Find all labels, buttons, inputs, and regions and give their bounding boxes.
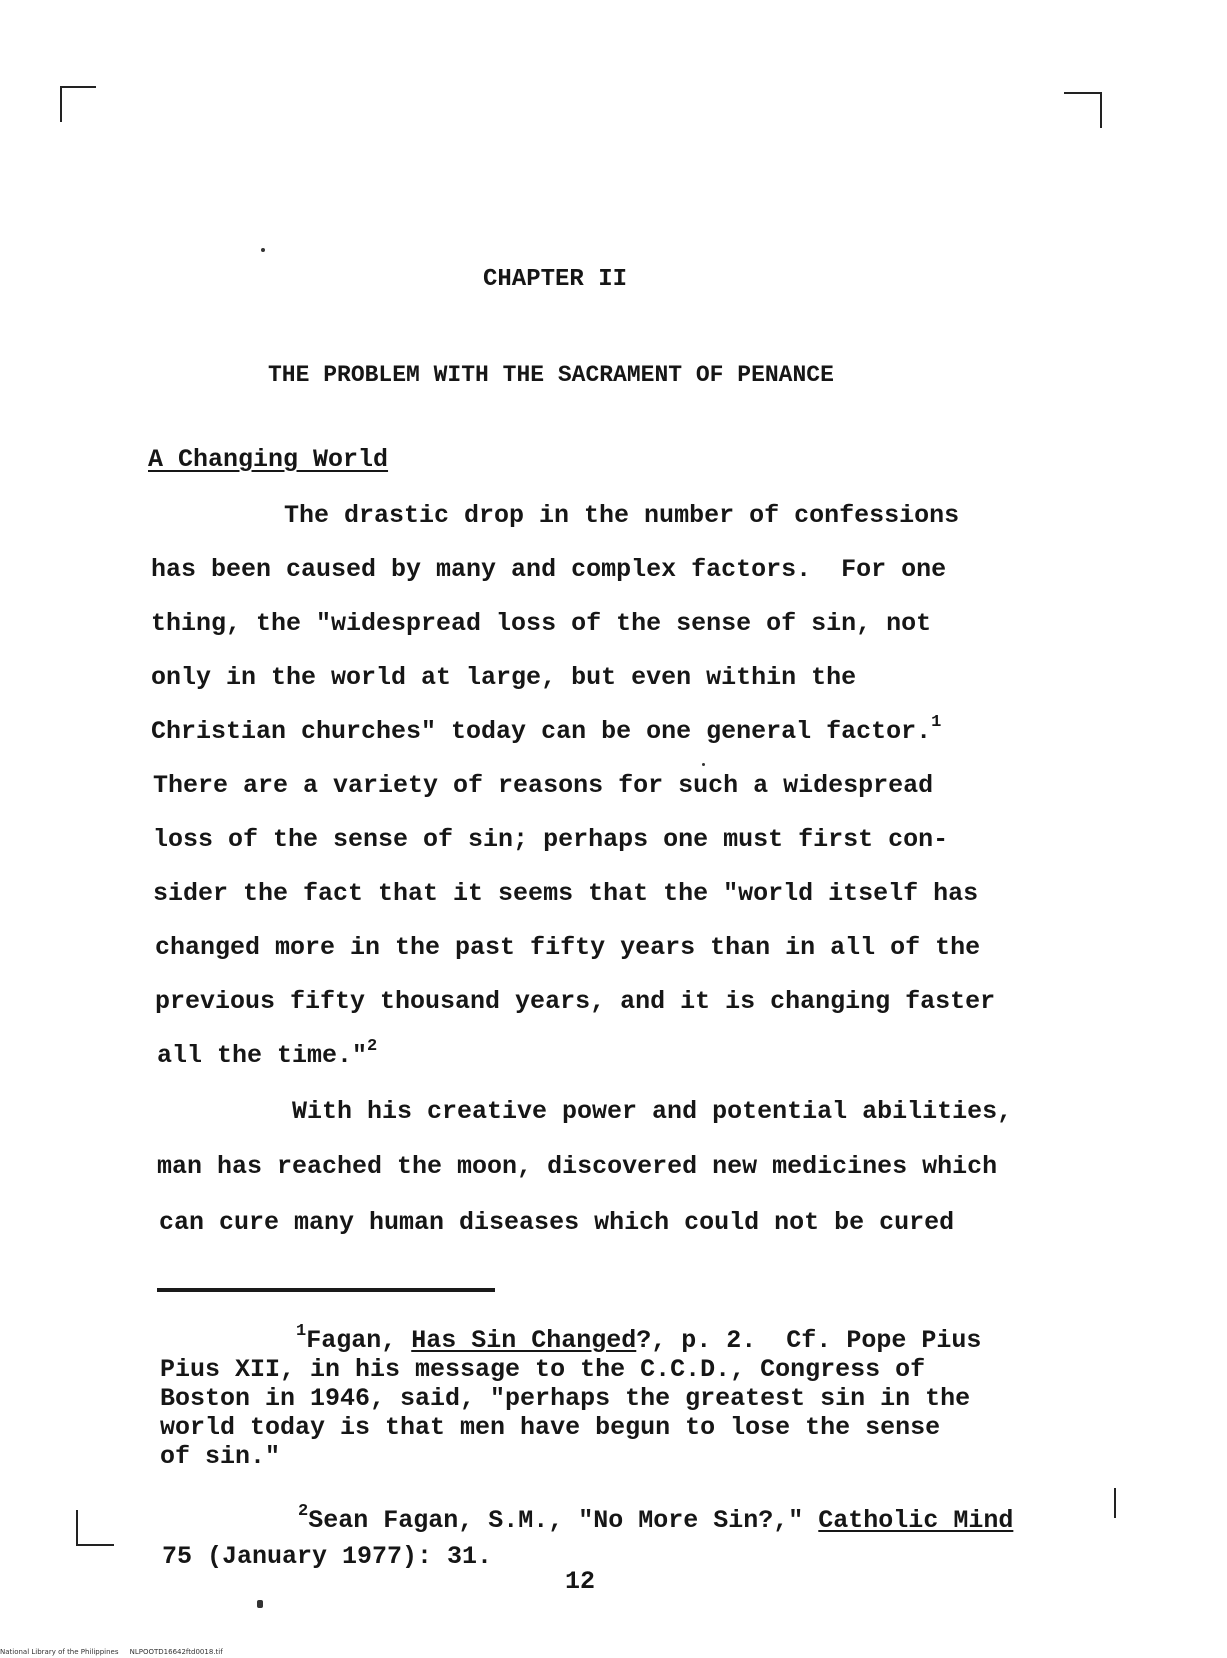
body-line: sider the fact that it seems that the "world itself has <box>153 879 979 908</box>
body-line: can cure many human diseases which could not be cured <box>159 1208 955 1237</box>
body-line-text: Christian churches" today can be one general factor. <box>151 717 932 746</box>
crop-mark-top-right <box>1064 92 1102 128</box>
body-line: only in the world at large, but even within the <box>151 663 857 692</box>
footnote-separator <box>157 1288 495 1292</box>
chapter-title: THE PROBLEM WITH THE SACRAMENT OF PENANCE <box>268 362 834 388</box>
body-line: thing, the "widespread loss of the sense of sin, not <box>151 609 932 638</box>
footnote-2-journal: Catholic Mind <box>818 1506 1014 1535</box>
footnote-1-line: Boston in 1946, said, "perhaps the greatest sin in the <box>160 1384 971 1413</box>
body-line: The drastic drop in the number of confessions <box>284 501 960 530</box>
page-number: 12 <box>565 1567 596 1596</box>
footnote-1-text: Fagan, <box>306 1326 412 1355</box>
footnote-2-line: 75 (January 1977): 31. <box>162 1542 493 1571</box>
scan-speck <box>261 248 265 252</box>
body-line: There are a variety of reasons for such a widespread <box>153 771 934 800</box>
footnote-1-book-title: Has Sin Changed <box>411 1326 637 1355</box>
body-line: has been caused by many and complex factors. For one <box>151 555 947 584</box>
footnote-1-line: world today is that men have begun to lose the sense <box>160 1413 941 1442</box>
body-line-text: all the time." <box>157 1041 368 1070</box>
footnote-1-line: of sin." <box>160 1442 281 1471</box>
scan-speck <box>702 763 705 766</box>
footnote-2-first-line <box>298 1501 1014 1535</box>
crop-mark-top-left <box>60 86 96 122</box>
body-line: previous fifty thousand years, and it is changing faster <box>155 987 996 1016</box>
footnote-2-marker: 2 <box>298 1501 309 1521</box>
body-line: With his creative power and potential abilities, <box>292 1097 1013 1126</box>
footnote-1-marker: 1 <box>296 1321 307 1341</box>
section-heading: A Changing World <box>148 445 389 474</box>
crop-mark-bottom-left <box>76 1510 114 1546</box>
body-line: loss of the sense of sin; perhaps one must first con- <box>153 825 949 854</box>
footnote-ref-1: 1 <box>931 712 942 732</box>
crop-mark-bottom-right <box>1114 1488 1116 1518</box>
body-line: changed more in the past fifty years than in all of the <box>155 933 981 962</box>
body-line <box>157 1036 378 1070</box>
footnote-1-first-line <box>296 1321 982 1355</box>
scan-speck <box>257 1600 263 1608</box>
scan-footer: National Library of the Philippines NLPOOTD16642ftd0018.tif <box>0 1648 223 1656</box>
footnote-1-line: Pius XII, in his message to the C.C.D., Congress of <box>160 1355 926 1384</box>
footnote-ref-2: 2 <box>367 1036 378 1056</box>
footnote-2-text: Sean Fagan, S.M., "No More Sin?," <box>308 1506 819 1535</box>
body-line: man has reached the moon, discovered new medicines which <box>157 1152 998 1181</box>
chapter-heading: CHAPTER II <box>483 266 628 293</box>
footnote-1-text: ?, p. 2. Cf. Pope Pius <box>636 1326 982 1355</box>
body-line <box>151 712 942 746</box>
